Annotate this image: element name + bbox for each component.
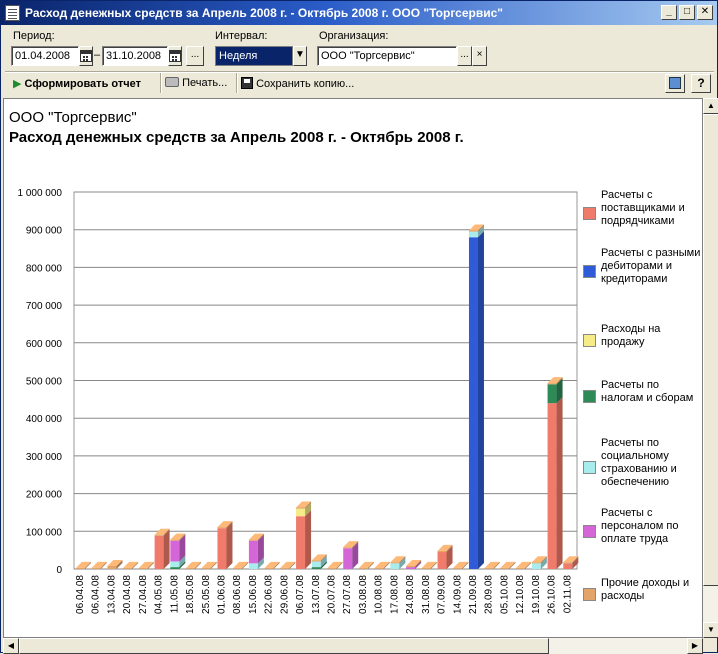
bar-segment[interactable] [469,232,478,238]
y-tick-label: 400 000 [25,414,62,426]
clear-icon: × [476,49,483,60]
bar-segment[interactable] [249,540,258,541]
x-tick-label: 17.08.08 [389,575,401,614]
x-tick-label: 12.10.08 [515,575,527,614]
bar-segment[interactable] [532,563,541,569]
bar-segment[interactable] [312,560,321,561]
x-tick-label: 20.07.08 [326,575,338,614]
x-tick-label: 24.08.08 [405,575,417,614]
period-label: Период: [13,30,55,42]
toolbar-separator [160,73,161,93]
bar-segment[interactable] [469,237,478,569]
x-tick-label: 01.06.08 [216,575,228,614]
bar-segment[interactable] [548,384,557,403]
legend-label: Расчеты по социальному страхованию и обеспечению [601,437,677,488]
bar-segment[interactable] [249,563,258,569]
title-bar[interactable] [1,1,717,25]
x-tick-label: 14.09.08 [452,575,464,614]
legend-swatch [583,588,596,601]
report-settings-button[interactable] [665,74,685,93]
vertical-scroll-thumb[interactable] [703,114,718,586]
scroll-down-button[interactable]: ▼ [703,622,718,638]
calendar-icon [169,50,181,62]
x-tick-label: 06.04.08 [90,575,102,614]
bar-segment[interactable] [107,566,116,569]
bar-segment[interactable] [186,568,195,569]
y-tick-label: 900 000 [25,225,62,237]
bar-segment-side [478,231,484,569]
x-tick-label: 29.06.08 [279,575,291,614]
window-title: Расход денежных средств за Апрель 2008 г. - Октябрь 2008 г. ООО "Торгсервис" [25,6,503,20]
printer-icon [165,77,179,87]
bar-segment[interactable] [422,568,431,569]
report-organization: ООО "Торгсервис" [9,109,137,126]
date-from-input[interactable]: 01.04.2008 [11,46,79,66]
legend-label: Прочие доходы и расходы [601,577,690,602]
bar-segment[interactable] [170,561,179,567]
bar-segment[interactable] [500,568,509,569]
report-document [3,98,703,638]
x-tick-label: 04.05.08 [153,575,165,614]
bar-segment[interactable] [375,568,384,569]
bar-segment[interactable] [76,568,85,569]
bar-segment[interactable] [548,383,557,384]
x-tick-label: 06.04.08 [75,575,86,614]
bar-segment[interactable] [155,535,164,536]
bar-segment[interactable] [453,568,462,569]
vertical-scrollbar[interactable] [703,98,718,638]
legend-label: Расходы на продажу [601,323,661,348]
print-label: Печать... [182,77,228,89]
organization-clear-button[interactable] [472,46,487,66]
legend-label: Расчеты с разными дебиторами и кредиторами [601,247,701,285]
bar-segment[interactable] [390,563,399,569]
save-copy-label: Сохранить копию... [256,78,355,90]
period-select-button[interactable]: ... [186,46,204,66]
y-tick-label: 700 000 [25,301,62,313]
settings-icon [669,77,681,89]
x-tick-label: 28.09.08 [483,575,495,614]
organization-input[interactable]: ООО "Торгсервис" [317,46,457,66]
bar-segment[interactable] [265,568,274,569]
scroll-right-button[interactable]: ▶ [687,638,703,654]
bar-segment-side [305,510,311,569]
bar-segment[interactable] [406,566,415,567]
interval-select[interactable]: Неделя [215,46,293,66]
bar-segment[interactable] [343,547,352,548]
toolbar-separator [236,73,237,93]
x-tick-label: 08.06.08 [232,575,244,614]
bar-segment[interactable] [170,567,179,569]
bar-segment[interactable] [548,403,557,569]
bar-segment[interactable] [312,561,321,567]
organization-label: Организация: [319,30,389,42]
bar-segment[interactable] [92,568,101,569]
horizontal-scrollbar[interactable] [3,638,703,654]
help-icon: ? [697,76,705,90]
bar-segment[interactable] [217,527,226,528]
bar-segment[interactable] [202,568,211,569]
bar-segment[interactable] [438,552,447,569]
minimize-button[interactable]: _ [661,5,677,20]
x-tick-label: 25.05.08 [200,575,212,614]
report-document-icon [5,5,20,21]
date-to-calendar-button[interactable] [168,46,182,66]
floppy-disk-icon [241,77,253,89]
bar-segment[interactable] [328,568,337,569]
print-button[interactable] [165,77,227,89]
legend-swatch [583,461,596,474]
legend-swatch [583,207,596,220]
x-tick-label: 27.07.08 [342,575,354,614]
bar-segment[interactable] [485,568,494,569]
toolbar-divider [5,71,714,72]
x-tick-label: 15.06.08 [247,575,259,614]
bar-segment[interactable] [155,536,164,569]
x-tick-label: 22.06.08 [263,575,275,614]
legend-label: Расчеты с персоналом по оплате труда [601,507,679,545]
interval-label: Интервал: [215,30,268,42]
report-title: Расход денежных средств за Апрель 2008 г. - Октябрь 2008 г. [9,129,464,146]
x-tick-label: 19.10.08 [530,575,542,614]
bar-segment[interactable] [516,568,525,569]
bar-segment-side [226,522,232,569]
x-tick-label: 06.07.08 [295,575,307,614]
legend-swatch [583,334,596,347]
legend-swatch [583,525,596,538]
x-tick-label: 13.07.08 [310,575,322,614]
bar-segment[interactable] [469,230,478,231]
interval-dropdown-button[interactable] [293,46,307,66]
bar-segment[interactable] [217,528,226,569]
scroll-up-button[interactable]: ▲ [703,98,718,114]
bar-segment[interactable] [170,540,179,541]
calendar-icon [80,50,92,62]
bar-segment[interactable] [296,508,305,509]
expense-chart [4,99,703,638]
bar-segment[interactable] [123,568,132,569]
bar-segment[interactable] [438,551,447,552]
bar-segment[interactable] [390,562,399,563]
chevron-down-icon: ▼ [295,49,305,60]
save-copy-button[interactable] [241,77,354,90]
close-button[interactable]: ✕ [697,5,713,20]
date-from-calendar-button[interactable] [79,46,93,66]
bar-segment[interactable] [233,568,242,569]
bar-segment[interactable] [280,568,289,569]
organization-select-button[interactable]: ... [457,46,472,66]
bar-segment[interactable] [139,568,148,569]
y-tick-label: 600 000 [25,338,62,350]
y-tick-label: 300 000 [25,451,62,463]
bar-segment[interactable] [406,567,415,569]
generate-report-label: Сформировать отчет [24,78,141,90]
bar-segment[interactable] [296,516,305,569]
generate-report-button[interactable] [13,77,141,90]
scroll-left-button[interactable]: ◀ [3,638,19,654]
y-tick-label: 200 000 [25,489,62,501]
x-tick-label: 11.05.08 [169,575,181,614]
x-tick-label: 18.05.08 [185,575,197,614]
x-tick-label: 02.11.08 [562,575,574,614]
x-tick-label: 31.08.08 [420,575,432,614]
bar-segment[interactable] [532,562,541,563]
date-to-input[interactable]: 31.10.2008 [102,46,168,66]
bar-segment-side [164,530,170,569]
bar-segment-side [557,397,563,569]
bar-segment[interactable] [296,509,305,517]
y-tick-label: 0 [56,565,62,576]
bar-segment[interactable] [312,567,321,569]
legend-swatch [583,390,596,403]
bar-segment[interactable] [563,562,572,563]
horizontal-scroll-thumb[interactable] [19,638,549,654]
bar-segment[interactable] [359,568,368,569]
bar-segment[interactable] [170,541,179,562]
x-tick-label: 26.10.08 [546,575,558,614]
y-tick-label: 500 000 [25,376,62,388]
y-tick-label: 1 000 000 [17,188,62,199]
x-tick-label: 20.04.08 [122,575,134,614]
y-tick-label: 100 000 [25,527,62,539]
legend-label: Расчеты с поставщиками и подрядчиками [601,189,685,227]
x-tick-label: 27.04.08 [137,575,149,614]
x-tick-label: 10.08.08 [373,575,385,614]
play-icon: ▶ [13,78,22,90]
x-tick-label: 05.10.08 [499,575,511,614]
x-tick-label: 03.08.08 [357,575,369,614]
y-tick-label: 800 000 [25,263,62,275]
legend-label: Расчеты по налогам и сборам [601,379,694,404]
maximize-button[interactable]: □ [679,5,695,20]
bar-segment[interactable] [343,548,352,569]
bar-segment[interactable] [563,563,572,569]
help-button[interactable] [691,74,711,93]
legend-swatch [583,265,596,278]
x-tick-label: 21.09.08 [467,575,479,614]
x-tick-label: 13.04.08 [106,575,118,614]
bar-segment[interactable] [249,541,258,564]
date-separator: – [94,49,101,61]
x-tick-label: 07.09.08 [436,575,448,614]
